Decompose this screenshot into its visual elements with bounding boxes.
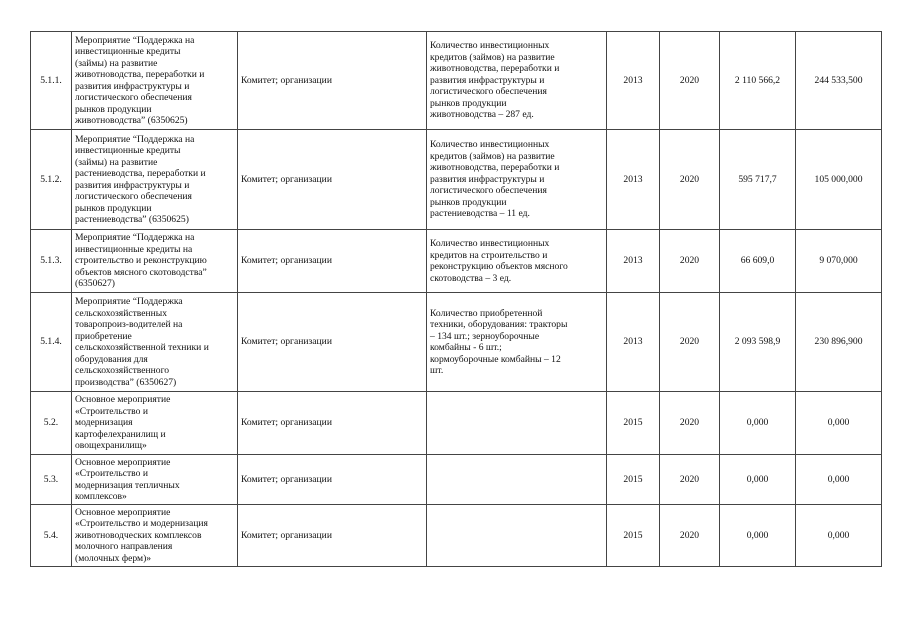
total-funding: 66 609,0 bbox=[720, 230, 796, 293]
start-year: 2015 bbox=[607, 455, 660, 505]
target-indicator bbox=[427, 392, 607, 455]
executor: Комитет; организации bbox=[238, 455, 427, 505]
end-year: 2020 bbox=[660, 455, 720, 505]
total-funding: 595 717,7 bbox=[720, 130, 796, 230]
executor: Комитет; организации bbox=[238, 32, 427, 130]
end-year: 2020 bbox=[660, 230, 720, 293]
table-row bbox=[31, 32, 882, 130]
budget-funding: 105 000,000 bbox=[796, 130, 882, 230]
total-funding: 0,000 bbox=[720, 455, 796, 505]
start-year: 2013 bbox=[607, 230, 660, 293]
budget-funding: 0,000 bbox=[796, 455, 882, 505]
target-indicator: Количество инвестиционных кредитов (займов) на развитие животноводства, переработки и развития инфраструктуры и логистического обеспечения рынков продукции животноводства – 287 ед. bbox=[427, 32, 607, 130]
executor: Комитет; организации bbox=[238, 505, 427, 567]
program-activities-table bbox=[30, 31, 882, 567]
budget-funding: 9 070,000 bbox=[796, 230, 882, 293]
executor: Комитет; организации bbox=[238, 230, 427, 293]
table-row bbox=[31, 455, 882, 505]
row-number: 5.1.1. bbox=[31, 32, 72, 130]
budget-funding: 0,000 bbox=[796, 505, 882, 567]
row-number: 5.4. bbox=[31, 505, 72, 567]
budget-funding: 244 533,500 bbox=[796, 32, 882, 130]
activity-name: Мероприятие “Поддержка на инвестиционные кредиты на строительство и реконструкцию объектов мясного скотоводства” (6350627) bbox=[72, 230, 238, 293]
end-year: 2020 bbox=[660, 130, 720, 230]
table-row bbox=[31, 230, 882, 293]
end-year: 2020 bbox=[660, 392, 720, 455]
end-year: 2020 bbox=[660, 293, 720, 392]
table-row bbox=[31, 505, 882, 567]
start-year: 2015 bbox=[607, 392, 660, 455]
activity-name: Основное мероприятие «Строительство и модернизация животноводческих комплексов молочного направления (молочных ферм)» bbox=[72, 505, 238, 567]
total-funding: 0,000 bbox=[720, 392, 796, 455]
row-number: 5.1.2. bbox=[31, 130, 72, 230]
row-number: 5.1.3. bbox=[31, 230, 72, 293]
row-number: 5.2. bbox=[31, 392, 72, 455]
start-year: 2015 bbox=[607, 505, 660, 567]
budget-funding: 230 896,900 bbox=[796, 293, 882, 392]
executor: Комитет; организации bbox=[238, 130, 427, 230]
start-year: 2013 bbox=[607, 32, 660, 130]
target-indicator bbox=[427, 455, 607, 505]
target-indicator: Количество инвестиционных кредитов (займов) на развитие животноводства, переработки и развития инфраструктуры и логистического обеспечения рынков продукции растениеводства – 11 ед. bbox=[427, 130, 607, 230]
start-year: 2013 bbox=[607, 130, 660, 230]
activity-name: Мероприятие “Поддержка сельскохозяйственных товаропроиз-водителей на приобретение сельскохозяйственной техники и оборудования для сельскохозяйственного производства” (6350627) bbox=[72, 293, 238, 392]
table-row bbox=[31, 392, 882, 455]
executor: Комитет; организации bbox=[238, 392, 427, 455]
row-number: 5.1.4. bbox=[31, 293, 72, 392]
total-funding: 0,000 bbox=[720, 505, 796, 567]
activity-name: Мероприятие “Поддержка на инвестиционные кредиты (займы) на развитие растениеводства, переработки и развития инфраструктуры и логистического обеспечения рынков продукции растениеводства” (6350625) bbox=[72, 130, 238, 230]
target-indicator: Количество инвестиционных кредитов на строительство и реконструкцию объектов мясного скотоводства – 3 ед. bbox=[427, 230, 607, 293]
activity-name: Основное мероприятие «Строительство и модернизация картофелехранилищ и овощехранилищ» bbox=[72, 392, 238, 455]
end-year: 2020 bbox=[660, 505, 720, 567]
end-year: 2020 bbox=[660, 32, 720, 130]
budget-funding: 0,000 bbox=[796, 392, 882, 455]
table-row bbox=[31, 293, 882, 392]
target-indicator bbox=[427, 505, 607, 567]
row-number: 5.3. bbox=[31, 455, 72, 505]
activity-name: Мероприятие “Поддержка на инвестиционные кредиты (займы) на развитие животноводства, переработки и развития инфраструктуры и логистического обеспечения рынков продукции животноводства” (6350625) bbox=[72, 32, 238, 130]
target-indicator: Количество приобретенной техники, оборудования: тракторы – 134 шт.; зерноуборочные комбайны - 6 шт.; кормоуборочные комбайны – 12 шт. bbox=[427, 293, 607, 392]
activity-name: Основное мероприятие «Строительство и модернизация тепличных комплексов» bbox=[72, 455, 238, 505]
table-row bbox=[31, 130, 882, 230]
start-year: 2013 bbox=[607, 293, 660, 392]
total-funding: 2 110 566,2 bbox=[720, 32, 796, 130]
executor: Комитет; организации bbox=[238, 293, 427, 392]
total-funding: 2 093 598,9 bbox=[720, 293, 796, 392]
